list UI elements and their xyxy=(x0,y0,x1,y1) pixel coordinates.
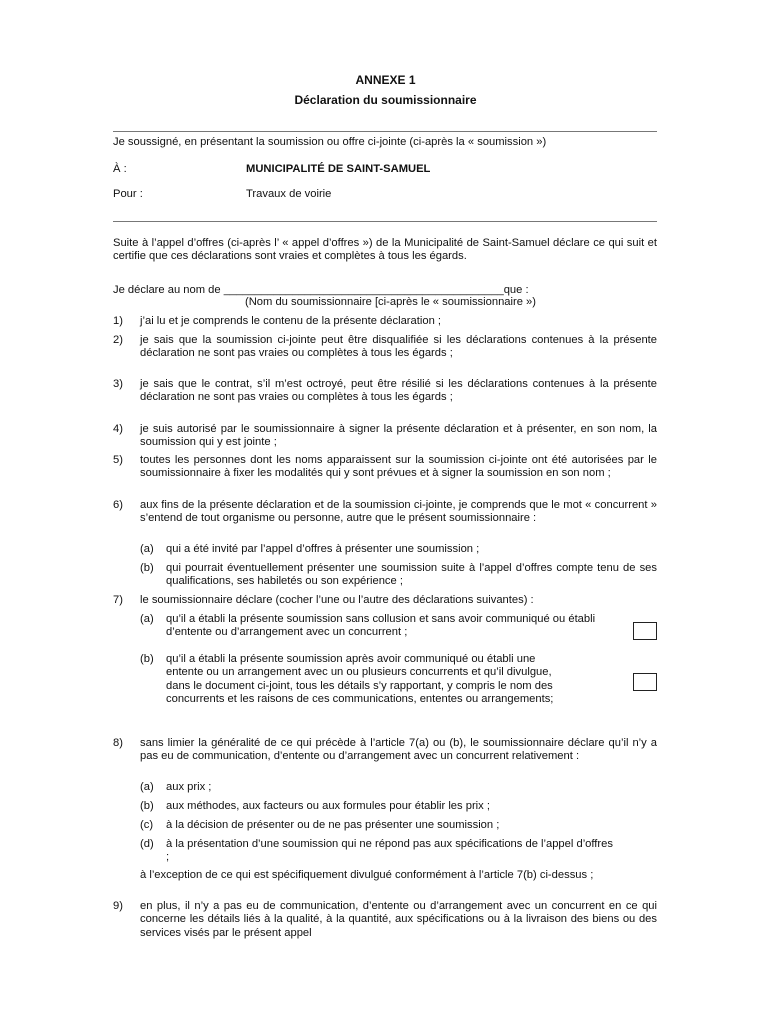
annex-subtitle: Déclaration du soumissionnaire xyxy=(294,93,477,107)
recipient-value: MUNICIPALITÉ DE SAINT-SAMUEL xyxy=(246,163,431,175)
subitem-text: qu’il a établi la présente soumission après avoir communiqué ou établi une entente ou un arrangement avec un ou plusieurs concurrents et qu’il divulgue, dans le document ci-joint, tous les détails s’y rapportant, y compris le nom des concurrents et les raisons de ces communications, ententes ou arrangements; xyxy=(166,653,554,706)
item-text: je suis autorisé par le soumissionnaire à signer la présente déclaration et à présenter, en son nom, la soumission qui y est jointe ; xyxy=(140,423,657,449)
purpose-label: Pour : xyxy=(113,188,143,200)
item-text: je sais que la soumission ci-jointe peut être disqualifiée si les déclarations contenues à la présente déclaration ne sont pas vraies ou complètes à tous les égards ; xyxy=(140,334,657,360)
subitem-text: qui pourrait éventuellement présenter une soumission suite à l’appel d’offres compte tenu de ses qualifications, ses habiletés ou son expérience ; xyxy=(166,562,657,588)
top-divider xyxy=(113,131,657,132)
subitem-label: (b) xyxy=(140,653,154,665)
declare-prefix: Je déclare au nom de xyxy=(113,284,221,296)
item-number: 9) xyxy=(113,900,123,912)
item-text: sans limier la généralité de ce qui précède à l’article 7(a) ou (b), le soumissionnaire déclare qu’il n’y a pas eu de communication, d’entente ou d’arrangement avec un concurrent relativement : xyxy=(140,737,657,763)
subitem-label: (d) xyxy=(140,838,154,850)
subitem-text: aux méthodes, aux facteurs ou aux formules pour établir les prix ; xyxy=(166,800,490,812)
subitem-text: à la présentation d’une soumission qui ne répond pas aux spécifications de l’appel d’offres ; xyxy=(166,838,613,864)
item-number: 2) xyxy=(113,334,123,346)
subitem-label: (b) xyxy=(140,562,154,574)
subitem-label: (a) xyxy=(140,781,154,793)
subitem-text: à la décision de présenter ou de ne pas présenter une soumission ; xyxy=(166,819,500,831)
option-a-checkbox[interactable] xyxy=(633,622,657,640)
subitem-text: aux prix ; xyxy=(166,781,212,793)
intro-text: Je soussigné, en présentant la soumission ou offre ci-jointe (ci-après la « soumission ») xyxy=(113,136,547,148)
subitem-label: (c) xyxy=(140,819,154,831)
item-text: toutes les personnes dont les noms apparaissent sur la soumission ci-jointe ont été autorisées par le soumissionnaire à fixer les modalités qui y sont prévues et à signer la soumission en son nom ; xyxy=(140,454,657,480)
purpose-value: Travaux de voirie xyxy=(246,188,332,200)
annex-title: ANNEXE 1 xyxy=(355,73,416,87)
item8-exception-text: à l’exception de ce qui est spécifiquement divulgué conformément à l’article 7(b) ci-dessus ; xyxy=(140,869,594,881)
item-number: 8) xyxy=(113,737,123,749)
item-number: 6) xyxy=(113,499,123,511)
preamble-text: Suite à l’appel d’offres (ci-après l’ « appel d’offres ») de la Municipalité de Saint-Samuel déclare ce qui suit et certifie que ces déclarations sont vraies et complètes à tous les égards. xyxy=(113,237,657,263)
bidder-name-caption: (Nom du soumissionnaire [ci-après le « soumissionnaire ») xyxy=(245,296,536,308)
subitem-text: qui a été invité par l’appel d’offres à présenter une soumission ; xyxy=(166,543,480,555)
option-b-checkbox[interactable] xyxy=(633,673,657,691)
bidder-name-blank[interactable]: _____________________________________________ xyxy=(223,284,504,296)
item-number: 4) xyxy=(113,423,123,435)
item-number: 1) xyxy=(113,315,123,327)
item-number: 3) xyxy=(113,378,123,390)
subitem-text: qu’il a établi la présente soumission sans collusion et sans avoir communiqué ou établi d’entente ou d’arrangement avec un concurrent ; xyxy=(166,613,596,639)
middle-divider xyxy=(113,221,657,222)
declare-suffix: que : xyxy=(503,284,529,296)
item-text: le soumissionnaire déclare (cocher l’une ou l’autre des déclarations suivantes) : xyxy=(140,594,534,606)
recipient-label: À : xyxy=(113,163,127,175)
item-number: 5) xyxy=(113,454,123,466)
item-text: aux fins de la présente déclaration et de la soumission ci-jointe, je comprends que le mot « concurrent » s’entend de tout organisme ou personne, autre que le présent soumissionnaire : xyxy=(140,499,657,525)
item-text: en plus, il n’y a pas eu de communication, d’entente ou d’arrangement avec un concurrent en ce qui concerne les détails liés à la qualité, à la quantité, aux spécifications ou à la livraison des biens ou des services visés par le présent appel xyxy=(140,900,657,939)
item-number: 7) xyxy=(113,594,123,606)
subitem-label: (a) xyxy=(140,613,154,625)
subitem-label: (b) xyxy=(140,800,154,812)
subitem-label: (a) xyxy=(140,543,154,555)
item-text: j’ai lu et je comprends le contenu de la présente déclaration ; xyxy=(140,315,442,327)
item-text: je sais que le contrat, s’il m’est octroyé, peut être résilié si les déclarations contenues à la présente déclaration ne sont pas vraies ou complètes à tous les égards ; xyxy=(140,378,657,404)
